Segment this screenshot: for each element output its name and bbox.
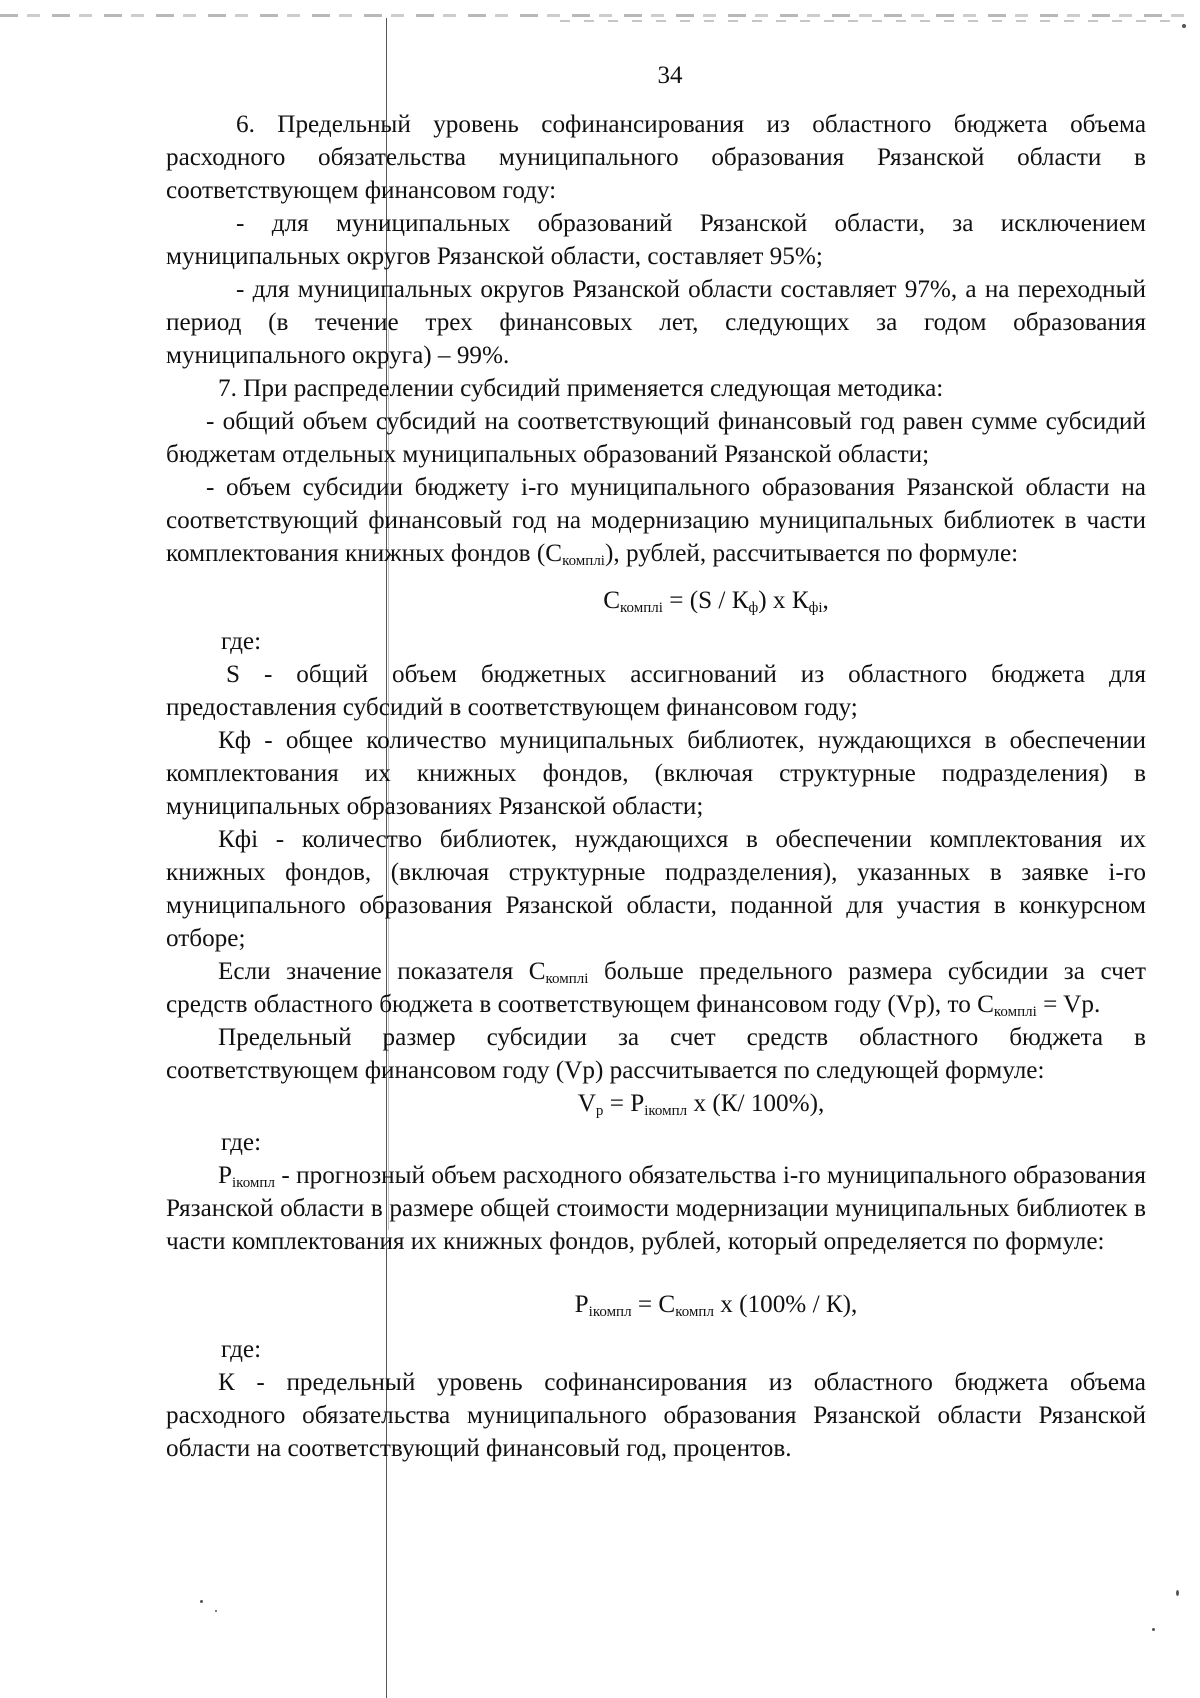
definition-s: S - общий объем бюджетных ассигнований из областного бюджета для предоставления субсидий в соответствующем финансовом году; [166,661,1146,721]
scan-speck [215,1610,217,1612]
subscript: комплi [545,971,589,987]
formula-symbol: ) х К [758,587,809,614]
subscript: комплi [993,1004,1037,1020]
subscript: фi [808,600,823,616]
subscript: ф [748,600,759,616]
paragraph-7-item-2 [166,471,1146,570]
where-label: где: [221,1129,262,1156]
scan-speck [1176,1590,1179,1596]
condition-text: = Vp. [1036,991,1101,1018]
scan-speck [1152,1628,1155,1631]
scan-artifact-top [0,14,1190,17]
formula-symbol: х (100% / К), [713,1291,858,1318]
subscript: iкомпл [232,1175,275,1191]
where-label: где: [221,1336,262,1363]
formula-symbol: = (S / К [662,587,749,614]
limit-paragraph: Предельный размер субсидии за счет средств областного бюджета в соответствующем финансовом году (Vp) рассчитывается по следующей формуле: [166,1024,1146,1084]
formula-symbol: V [577,1090,596,1117]
paragraph-7-item-2-tail: ), рублей, рассчитывается по формуле: [604,540,1019,567]
definition-p-text: - прогнозный объем расходного обязательства i-го муниципального образования Рязанской области в размере общей стоимости модернизации муниципальных библиотек в части комплектования их книжных фондов, рублей, который определяется по формуле: [166,1162,1146,1255]
condition-text: Если значение показателя С [218,958,546,985]
definition-kfi: Кфi - количество библиотек, нуждающихся в обеспечении комплектования их книжных фондов, (включая структурные подразделения), указанных в заявке i-го муниципального образования Рязанской области, поданной для участия в конкурсном отборе; [166,826,1146,952]
subscript: комплi [620,600,663,616]
formula-symbol: С [603,587,620,614]
paragraph-6-item-2: - для муниципальных округов Рязанской области составляет 97%, а на переходный период (в течение трех финансовых лет, следующих за годом образования муниципального округа) – 99%. [166,276,1146,369]
condition-text: больше предельного размера субсидии за счет средств областного бюджета в соответствующем финансовом году (Vp), то С [166,958,1146,1018]
definition-kf: Кф - общее количество муниципальных библиотек, нуждающихся в обеспечении комплектования их книжных фондов, (включая структурные подразделения) в муниципальных образованиях Рязанской области; [166,727,1146,820]
formula-limit [166,1087,1146,1120]
definition-p [166,1159,1146,1258]
document-body [166,108,1146,1465]
scan-speck [200,1600,203,1603]
formula-symbol: P [218,1162,233,1189]
paragraph-7-item-2-text: - объем субсидии бюджету i-го муниципального образования Рязанской области на соответствующий финансовый год на модернизацию муниципальных библиотек в части комплектования книжных фондов (С [166,474,1146,567]
subscript: iкомпл [588,1304,632,1320]
subscript: iкомпл [644,1103,688,1119]
page-number: 34 [657,62,683,89]
formula-symbol: = С [631,1291,676,1318]
subscript: компл [675,1304,714,1320]
paragraph-6: 6. Предельный уровень софинансирования из областного бюджета объема расходного обязательства муниципального образования Рязанской области в соответствующем финансовом году: [166,111,1146,204]
scan-artifact-top-2 [560,20,1180,22]
condition-paragraph [166,955,1146,1021]
formula-symbol: P [574,1291,589,1318]
where-label: где: [221,628,262,655]
formula-expense [166,1288,1146,1321]
subscript: p [595,1103,604,1119]
scan-speck [1182,24,1186,28]
paragraph-7: 7. При распределении субсидий применяется следующая методика: [218,375,944,402]
paragraph-6-item-1: - для муниципальных образований Рязанской области, за исключением муниципальных округов Рязанской области, составляет 95%; [166,210,1146,270]
formula-symbol: х (К/ 100%), [687,1090,825,1117]
formula-symbol: , [822,587,829,614]
subscript: комплi [562,553,605,569]
formula-subsidy [166,584,1146,617]
definition-k: К - предельный уровень софинансирования из областного бюджета объема расходного обязательства муниципального образования Рязанской области Рязанской области на соответствующий финансовый год, процентов. [166,1369,1146,1462]
formula-symbol: = P [603,1090,645,1117]
paragraph-7-item-1: - общий объем субсидий на соответствующий финансовый год равен сумме субсидий бюджетам отдельных муниципальных образований Рязанской области; [166,408,1146,468]
